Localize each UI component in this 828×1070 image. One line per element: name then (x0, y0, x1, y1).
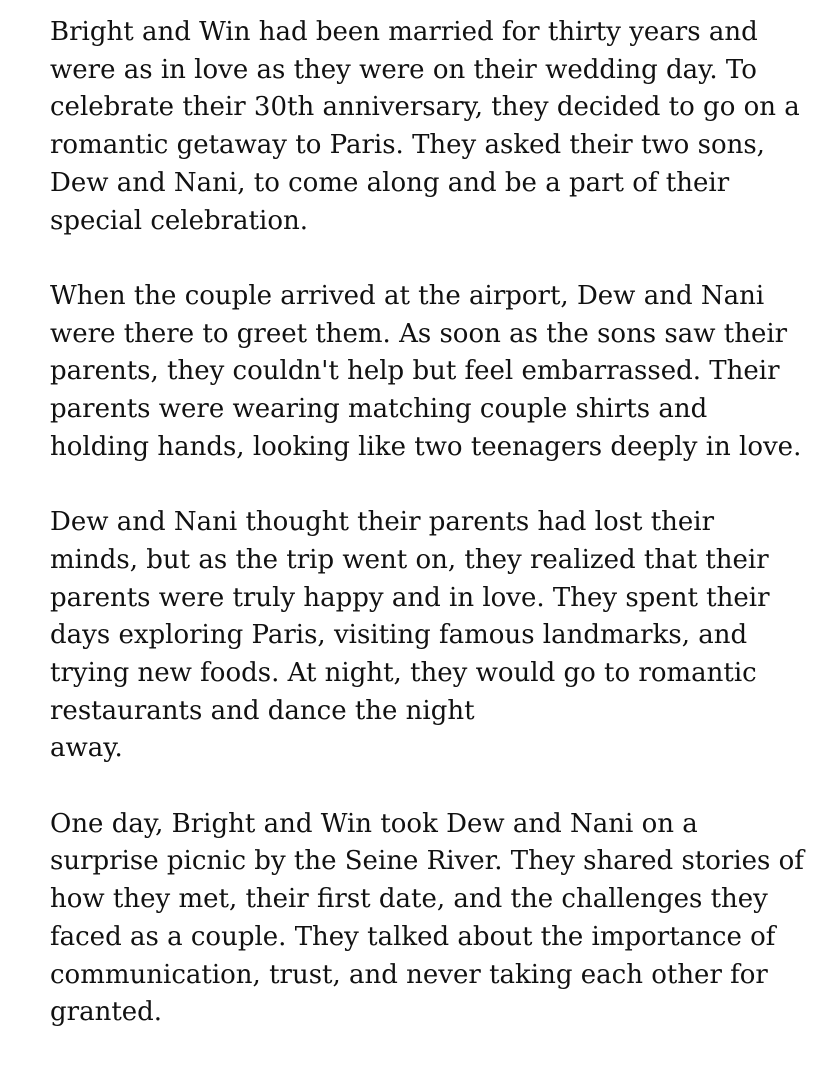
text-line: were there to greet them. As soon as the sons saw their (50, 318, 788, 349)
text-line: Dew and Nani, to come along and be a part of their (50, 167, 730, 198)
text-line: parents, they couldn't help but feel embarrassed. Their (50, 356, 780, 387)
text-line: days exploring Paris, visiting famous landmarks, and (50, 620, 748, 651)
document-body (50, 14, 820, 1070)
text-line: trying new foods. At night, they would go to romantic (50, 657, 757, 688)
text-line: One day, Bright and Win took Dew and Nani on a (50, 808, 698, 839)
text-line: restaurants and dance the night (50, 695, 475, 726)
paragraph-1 (50, 14, 820, 240)
text-line: special celebration. (50, 205, 308, 236)
text-line: romantic getaway to Paris. They asked their two sons, (50, 130, 765, 161)
text-line: communication, trust, and never taking each other for (50, 959, 768, 990)
text-line: celebrate their 30th anniversary, they decided to go on a (50, 92, 800, 123)
text-line: parents were wearing matching couple shirts and (50, 394, 708, 425)
paragraph-2 (50, 278, 820, 467)
text-line: were as in love as they were on their wedding day. To (50, 54, 757, 85)
text-line: granted. (50, 997, 163, 1028)
text-line: parents were truly happy and in love. They spent their (50, 582, 770, 613)
text-line: away. (50, 733, 123, 764)
text-line: minds, but as the trip went on, they realized that their (50, 544, 769, 575)
text-line: surprise picnic by the Seine River. They shared stories of (50, 846, 804, 877)
text-line: holding hands, looking like two teenagers deeply in love. (50, 431, 802, 462)
paragraph-4 (50, 806, 820, 1032)
text-line: faced as a couple. They talked about the importance of (50, 921, 776, 952)
text-line: Dew and Nani thought their parents had lost their (50, 507, 715, 538)
text-line: how they met, their first date, and the challenges they (50, 884, 768, 915)
paragraph-3 (50, 504, 820, 768)
text-line: Bright and Win had been married for thirty years and (50, 17, 758, 47)
text-line: When the couple arrived at the airport, Dew and Nani (50, 280, 765, 311)
